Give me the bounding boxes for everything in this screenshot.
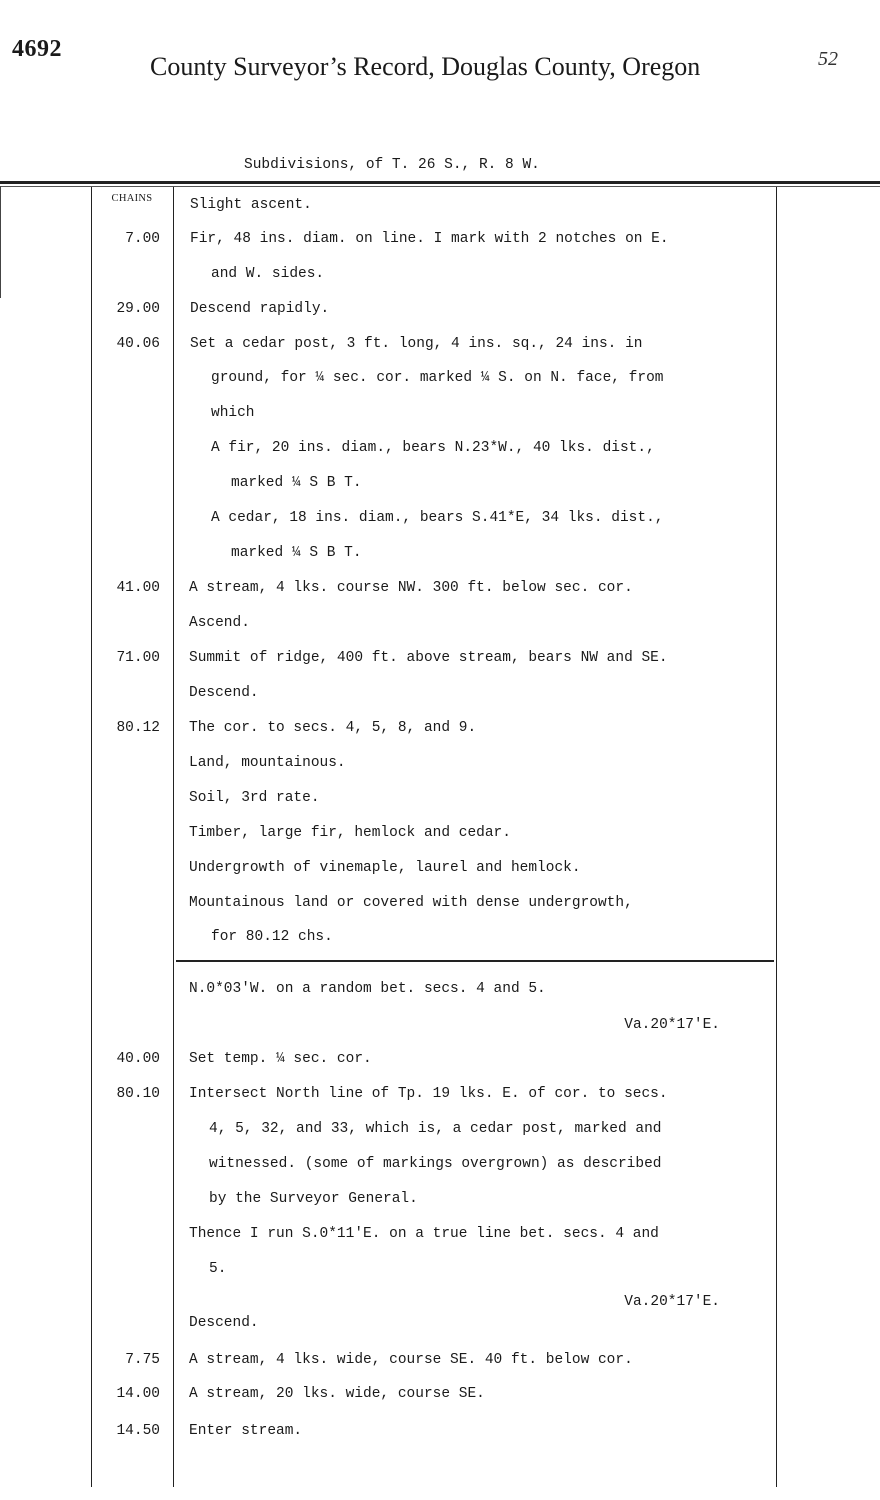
table-row [92, 606, 776, 641]
table-row [92, 571, 776, 606]
record-text: Va.20*17'E. [624, 1294, 720, 1310]
record-text: by the Surveyor General. [209, 1191, 418, 1207]
chains-value: 80.10 [116, 1086, 160, 1102]
record-text: The cor. to secs. 4, 5, 8, and 9. [189, 720, 477, 736]
table-row [92, 327, 776, 362]
table-row [92, 851, 776, 886]
table-row [92, 222, 776, 257]
folio-number: 52 [818, 48, 838, 70]
section-divider [176, 960, 774, 962]
record-text: A fir, 20 ins. diam., bears N.23*W., 40 lks. dist., [211, 440, 655, 456]
record-text: Va.20*17'E. [624, 1017, 720, 1033]
table-row [92, 1343, 776, 1378]
record-text: A stream, 4 lks. course NW. 300 ft. below sec. cor. [189, 580, 633, 596]
record-text: N.0*03'W. on a random bet. secs. 4 and 5. [189, 981, 546, 997]
table-row [92, 1077, 776, 1112]
table-row [92, 1182, 776, 1217]
table-row [92, 257, 776, 292]
record-text: A stream, 20 lks. wide, course SE. [189, 1386, 485, 1402]
chains-value: 40.00 [116, 1051, 160, 1067]
chains-value: 40.06 [116, 336, 160, 352]
table-row [92, 711, 776, 746]
record-text: witnessed. (some of markings overgrown) as described [209, 1156, 662, 1172]
table-row [92, 1414, 776, 1449]
record-text: 5. [209, 1261, 227, 1277]
record-text: Mountainous land or covered with dense undergrowth, [189, 895, 633, 911]
record-text: Descend. [189, 1315, 259, 1331]
table-row [92, 920, 776, 955]
table-row [92, 816, 776, 851]
record-text: Intersect North line of Tp. 19 lks. E. of cor. to secs. [189, 1086, 668, 1102]
chains-value: 14.00 [116, 1386, 160, 1402]
record-text: marked ¼ S B T. [231, 475, 362, 491]
table-row [92, 641, 776, 676]
table-row [92, 1112, 776, 1147]
chains-value: 14.50 [116, 1423, 160, 1439]
record-text: Set temp. ¼ sec. cor. [189, 1051, 372, 1067]
record-text: Fir, 48 ins. diam. on line. I mark with 2 notches on E. [190, 231, 669, 247]
table-row [92, 886, 776, 921]
record-text: which [211, 405, 255, 421]
chains-value: 7.00 [125, 231, 160, 247]
chains-value: 29.00 [116, 301, 160, 317]
record-text: A cedar, 18 ins. diam., bears S.41*E, 34 lks. dist., [211, 510, 664, 526]
table-row [92, 781, 776, 816]
chains-column-header: CHAINS [111, 193, 153, 204]
table-row [92, 972, 776, 1007]
table-row [92, 1252, 776, 1287]
table-row [92, 466, 776, 501]
table-row [92, 1042, 776, 1077]
record-text: Thence I run S.0*11'E. on a true line bet. secs. 4 and [189, 1226, 659, 1242]
margin-mark [0, 186, 1, 298]
record-text: 4, 5, 32, and 33, which is, a cedar post, marked and [209, 1121, 662, 1137]
page-number: 4692 [12, 36, 62, 62]
table-row [92, 1306, 776, 1341]
page-title: County Surveyor’s Record, Douglas County, Oregon [150, 52, 701, 81]
chains-value: 71.00 [116, 650, 160, 666]
record-text: Undergrowth of vinemaple, laurel and hemlock. [189, 860, 581, 876]
table-row [92, 188, 776, 223]
table-subtitle: Subdivisions, of T. 26 S., R. 8 W. [244, 157, 540, 173]
table-row [92, 361, 776, 396]
chains-value: 80.12 [116, 720, 160, 736]
chains-value: 7.75 [125, 1352, 160, 1368]
record-text: Descend. [189, 685, 259, 701]
record-text: Timber, large fir, hemlock and cedar. [189, 825, 511, 841]
record-text: Set a cedar post, 3 ft. long, 4 ins. sq., 24 ins. in [190, 336, 643, 352]
chains-value: 41.00 [116, 580, 160, 596]
table-row [92, 676, 776, 711]
record-text: A stream, 4 lks. wide, course SE. 40 ft. below cor. [189, 1352, 633, 1368]
record-text: Descend rapidly. [190, 301, 330, 317]
table-row [92, 501, 776, 536]
record-text: Ascend. [189, 615, 250, 631]
table-row [92, 536, 776, 571]
record-text: for 80.12 chs. [211, 929, 333, 945]
record-text: ground, for ¼ sec. cor. marked ¼ S. on N. face, from [211, 370, 664, 386]
table-right-border [776, 187, 777, 1487]
record-text: Slight ascent. [190, 197, 312, 213]
record-text: Land, mountainous. [189, 755, 346, 771]
table-row [92, 396, 776, 431]
table-row [92, 1008, 776, 1043]
record-text: Enter stream. [189, 1423, 303, 1439]
table-row [92, 746, 776, 781]
record-text: and W. sides. [211, 266, 325, 282]
table-row [92, 1147, 776, 1182]
table-row [92, 292, 776, 327]
record-text: Soil, 3rd rate. [189, 790, 320, 806]
table-row [92, 431, 776, 466]
record-text: marked ¼ S B T. [231, 545, 362, 561]
table-row [92, 1377, 776, 1412]
record-text: Summit of ridge, 400 ft. above stream, bears NW and SE. [189, 650, 668, 666]
table-row [92, 1217, 776, 1252]
